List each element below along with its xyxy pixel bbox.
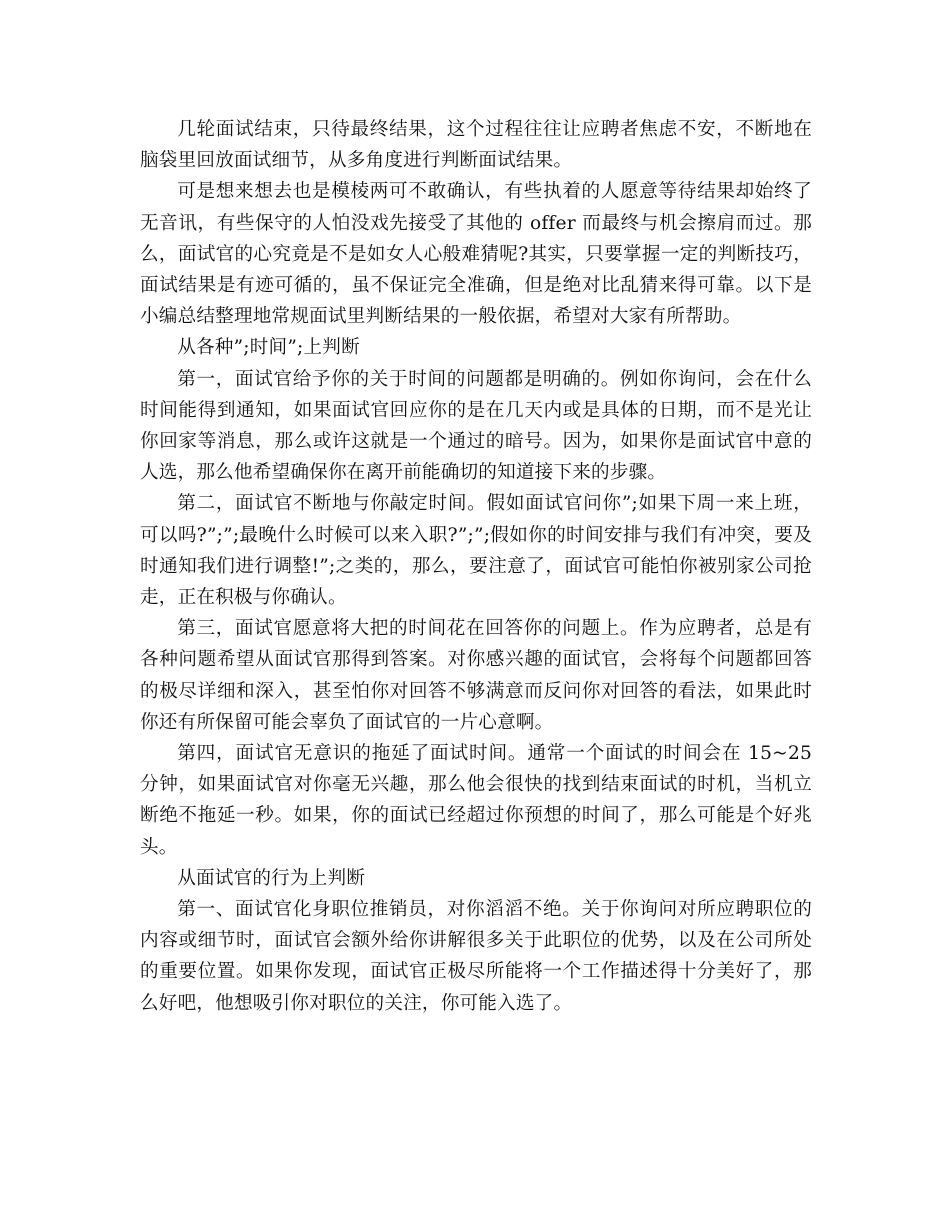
paragraph-2: 可是想来想去也是模棱两可不敢确认，有些执着的人愿意等待结果却始终了无音讯，有些保守的人怕没戏先接受了其他的 offer 而最终与机会擦肩而过。那么，面试官的心究竟是不是如女人心般难猜呢?其实，只要掌握一定的判断技巧，面试结果是有迹可循的，虽不保证完全准确，但是绝对比乱猜来得可靠。以下是小编总结整理地常规面试里判断结果的一般依据，希望对大家有所帮助。 [140,181,812,328]
paragraph-1: 几轮面试结束，只待最终结果，这个过程往往让应聘者焦虑不安，不断地在脑袋里回放面试细节，从多角度进行判断面试结果。 [140,119,812,172]
section-heading-time: 从各种”;时间”;上判断 [177,337,360,359]
paragraph-time-3: 第三，面试官愿意将大把的时间花在回答你的问题上。作为应聘者，总是有各种问题希望从面试官那得到答案。对你感兴趣的面试官，会将每个问题都回答的极尽详细和深入，甚至怕你对回答不够满意而反问你对回答的看法，如果此时你还有所保留可能会辜负了面试官的一片心意啊。 [140,618,812,733]
paragraph-time-1: 第一，面试官给予你的关于时间的问题都是明确的。例如你询问，会在什么时间能得到通知，如果面试官回应你的是在几天内或是具体的日期，而不是光让你回家等消息，那么或许这就是一个通过的暗号。因为，如果你是面试官中意的人选，那么他希望确保你在离开前能确切的知道接下来的步骤。 [140,368,812,484]
paragraph-time-4: 第四，面试官无意识的拖延了面试时间。通常一个面试的时间会在 15~25 分钟，如果面试官对你毫无兴趣，那么他会很快的找到结束面试的时机，当机立断绝不拖延一秒。如果，你的面试已经超过你预想的时间了，那么可能是个好兆头。 [140,743,812,858]
document-body [140,114,812,1019]
paragraph-time-2: 第二，面试官不断地与你敲定时间。假如面试官问你”;如果下周一来上班，可以吗?”;”;最晚什么时候可以来入职?”;”;假如你的时间安排与我们有冲突，要及时通知我们进行调整!”;之类的，那么，要注意了，面试官可能怕你被别家公司抢走，正在积极与你确认。 [140,493,812,609]
paragraph-behavior-1: 第一、面试官化身职位推销员，对你滔滔不绝。关于你询问对所应聘职位的内容或细节时，面试官会额外给你讲解很多关于此职位的优势，以及在公司所处的重要位置。如果你发现，面试官正极尽所能将一个工作描述得十分美好了，那么好吧，他想吸引你对职位的关注，你可能入选了。 [140,899,812,1014]
section-heading-behavior: 从面试官的行为上判断 [177,867,366,889]
